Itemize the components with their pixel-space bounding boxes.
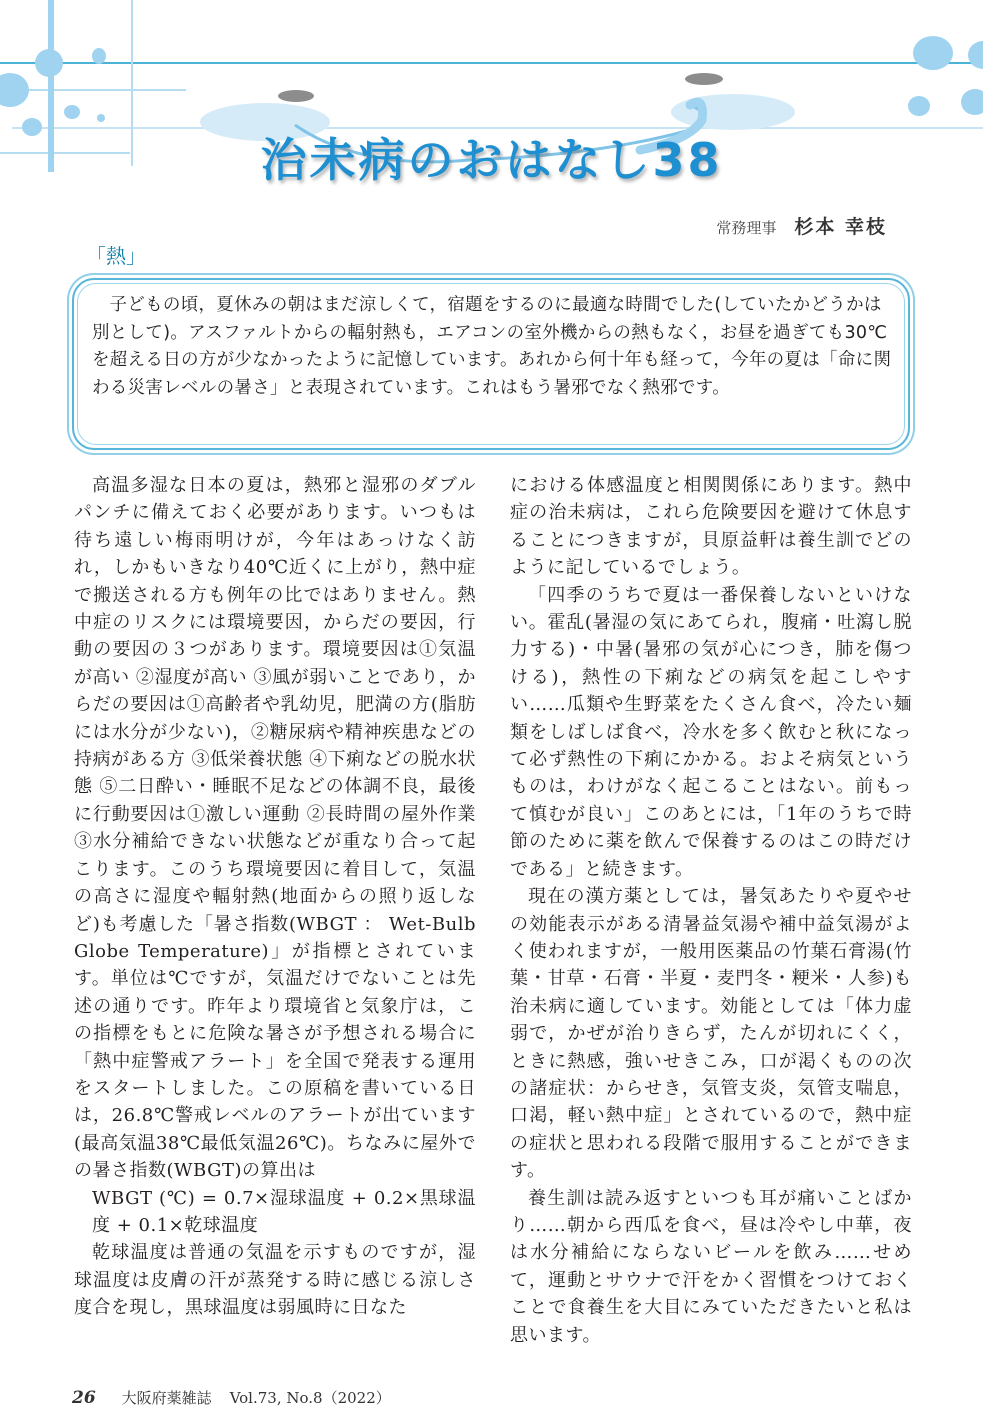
author-name: 杉本 幸枝	[794, 216, 887, 238]
left-column	[74, 472, 476, 1322]
intro-text: 子どもの頃，夏休みの朝はまだ涼しくて，宿題をするのに最適な時間でした(していたかどうかは別として)。アスファルトからの輻射熱も，エアコンの室外機からの熱もなく，お昼を過ぎても30℃を超える日の方が少なかったように記憶しています。あれから何十年も経って，今年の夏は「命に関わる災害レベルの暑さ」と表現されています。これはもう暑邪でなく熱邪です。	[92, 295, 892, 398]
page-title: 治未病のおはなし38	[260, 133, 723, 187]
bubble	[968, 41, 983, 69]
bubble	[97, 114, 105, 122]
bubble	[961, 89, 983, 115]
paragraph: 乾球温度は普通の気温を示すものですが，湿球温度は皮膚の汗が蒸発する時に感じる涼しさ度合を現し，黒球温度は弱風時に日なた	[74, 1242, 476, 1319]
paragraph: 「四季のうちで夏は一番保養しないといけない。霍乱(暑湿の気にあてられ，腹痛・吐瀉し脱力する)・中暑(暑邪の気が心につき，肺を傷つける)，熱性の下痢などの病気を起こしやすい……瓜類や生野菜をたくさん食べ，冷たい麺類をしばしば食べ，冷水を多く飲むと秋になって必ず熱性の下痢にかかる。およそ病気というものは，わけがなく起こることはない。前もって慎むが良い」このあとには，「1年のうちで時節のために薬を飲んで保養するのはこの時だけである」と続きます。	[510, 584, 912, 880]
author-byline	[716, 212, 887, 239]
wbgt-formula: WBGT (℃) = 0.7×湿球温度 + 0.2×黒球温度 + 0.1×乾球温度	[92, 1187, 476, 1236]
bubble	[908, 96, 930, 116]
bubble	[913, 36, 953, 70]
page-number: 26	[72, 1388, 96, 1408]
journal-name: 大阪府薬雑誌	[121, 1389, 212, 1407]
intro-box	[72, 278, 910, 450]
bubble	[64, 105, 80, 119]
journal-issue: Vol.73, No.8（2022）	[229, 1389, 391, 1407]
paragraph: における体感温度と相関関係にあります。熱中症の治未病は，これら危険要因を避けて休息することにつきますが，貝原益軒は養生訓でどのように記しているでしょう。	[510, 475, 912, 579]
paragraph: 現在の漢方薬としては，暑気あたりや夏やせの効能表示がある清暑益気湯や補中益気湯がよく使われますが，一般用医薬品の竹葉石膏湯(竹葉・甘草・石膏・半夏・麦門冬・粳米・人参)も治未病に適しています。効能としては「体力虚弱で，かぜが治りきらず，たんが切れにくく，ときに熱感，強いせきこみ，口が渇くものの次の諸症状：からせき，気管支炎，気管支喘息，口渇，軽い熱中症」とされているので，熱中症の症状と思われる段階で服用することができます。	[510, 886, 912, 1182]
grey-note	[685, 73, 723, 85]
paragraph: 高温多湿な日本の夏は，熱邪と湿邪のダブルパンチに備えておく必要があります。いつもは待ち遠しい梅雨明けが，今年はあっけなく訪れ，しかもいきなり40℃近くに上がり，熱中症で搬送される方も例年の比ではありません。熱中症のリスクには環境要因，からだの要因，行動の要因の３つがあります。環境要因は①気温が高い ②湿度が高い ③風が弱いことであり，からだの要因は①高齢者や乳幼児，肥満の方(脂肪には水分が少ない)，②糖尿病や精神疾患などの持病がある方 ③低栄養状態 ④下痢などの脱水状態 ⑤二日酔い・睡眠不足などの体調不良，最後に行動要因は①激しい運動 ②長時間の屋外作業 ③水分補給できない状態などが重なり合って起こります。このうち環境要因に着目して，気温の高さに湿度や輻射熱(地面からの照り返しなど)も考慮した「暑さ指数(WBGT ： Wet-Bulb Globe Temperature)」が指標とされています。単位は℃ですが，気温だけでないことは先述の通りです。昨年より環境省と気象庁は，この指標をもとに危険な暑さが予想される場合に「熱中症警戒アラート」を全国で発表する運用をスタートしました。この原稿を書いている日は，26.8℃警戒レベルのアラートが出ています(最高気温38℃最低気温26℃)。ちなみに屋外での暑さ指数(WBGT)の算出は	[74, 475, 476, 1182]
swoosh-oval	[671, 94, 795, 130]
bubble	[92, 48, 106, 64]
section-keyword: 「熱」	[86, 244, 146, 268]
bubble	[0, 73, 29, 107]
grey-note	[278, 90, 314, 102]
paragraph: 養生訓は読み返すといつも耳が痛いことばかり……朝から西瓜を食べ，昼は冷やし中華，夜は水分補給にならないビールを飲み……せめて，運動とサウナで汗をかく習慣をつけておくことで食養生を大目にみていただきたいと私は思います。	[510, 1187, 912, 1346]
author-role: 常務理事	[716, 219, 777, 237]
page-footer	[72, 1387, 391, 1408]
right-column	[510, 472, 912, 1349]
bubble	[35, 49, 63, 77]
